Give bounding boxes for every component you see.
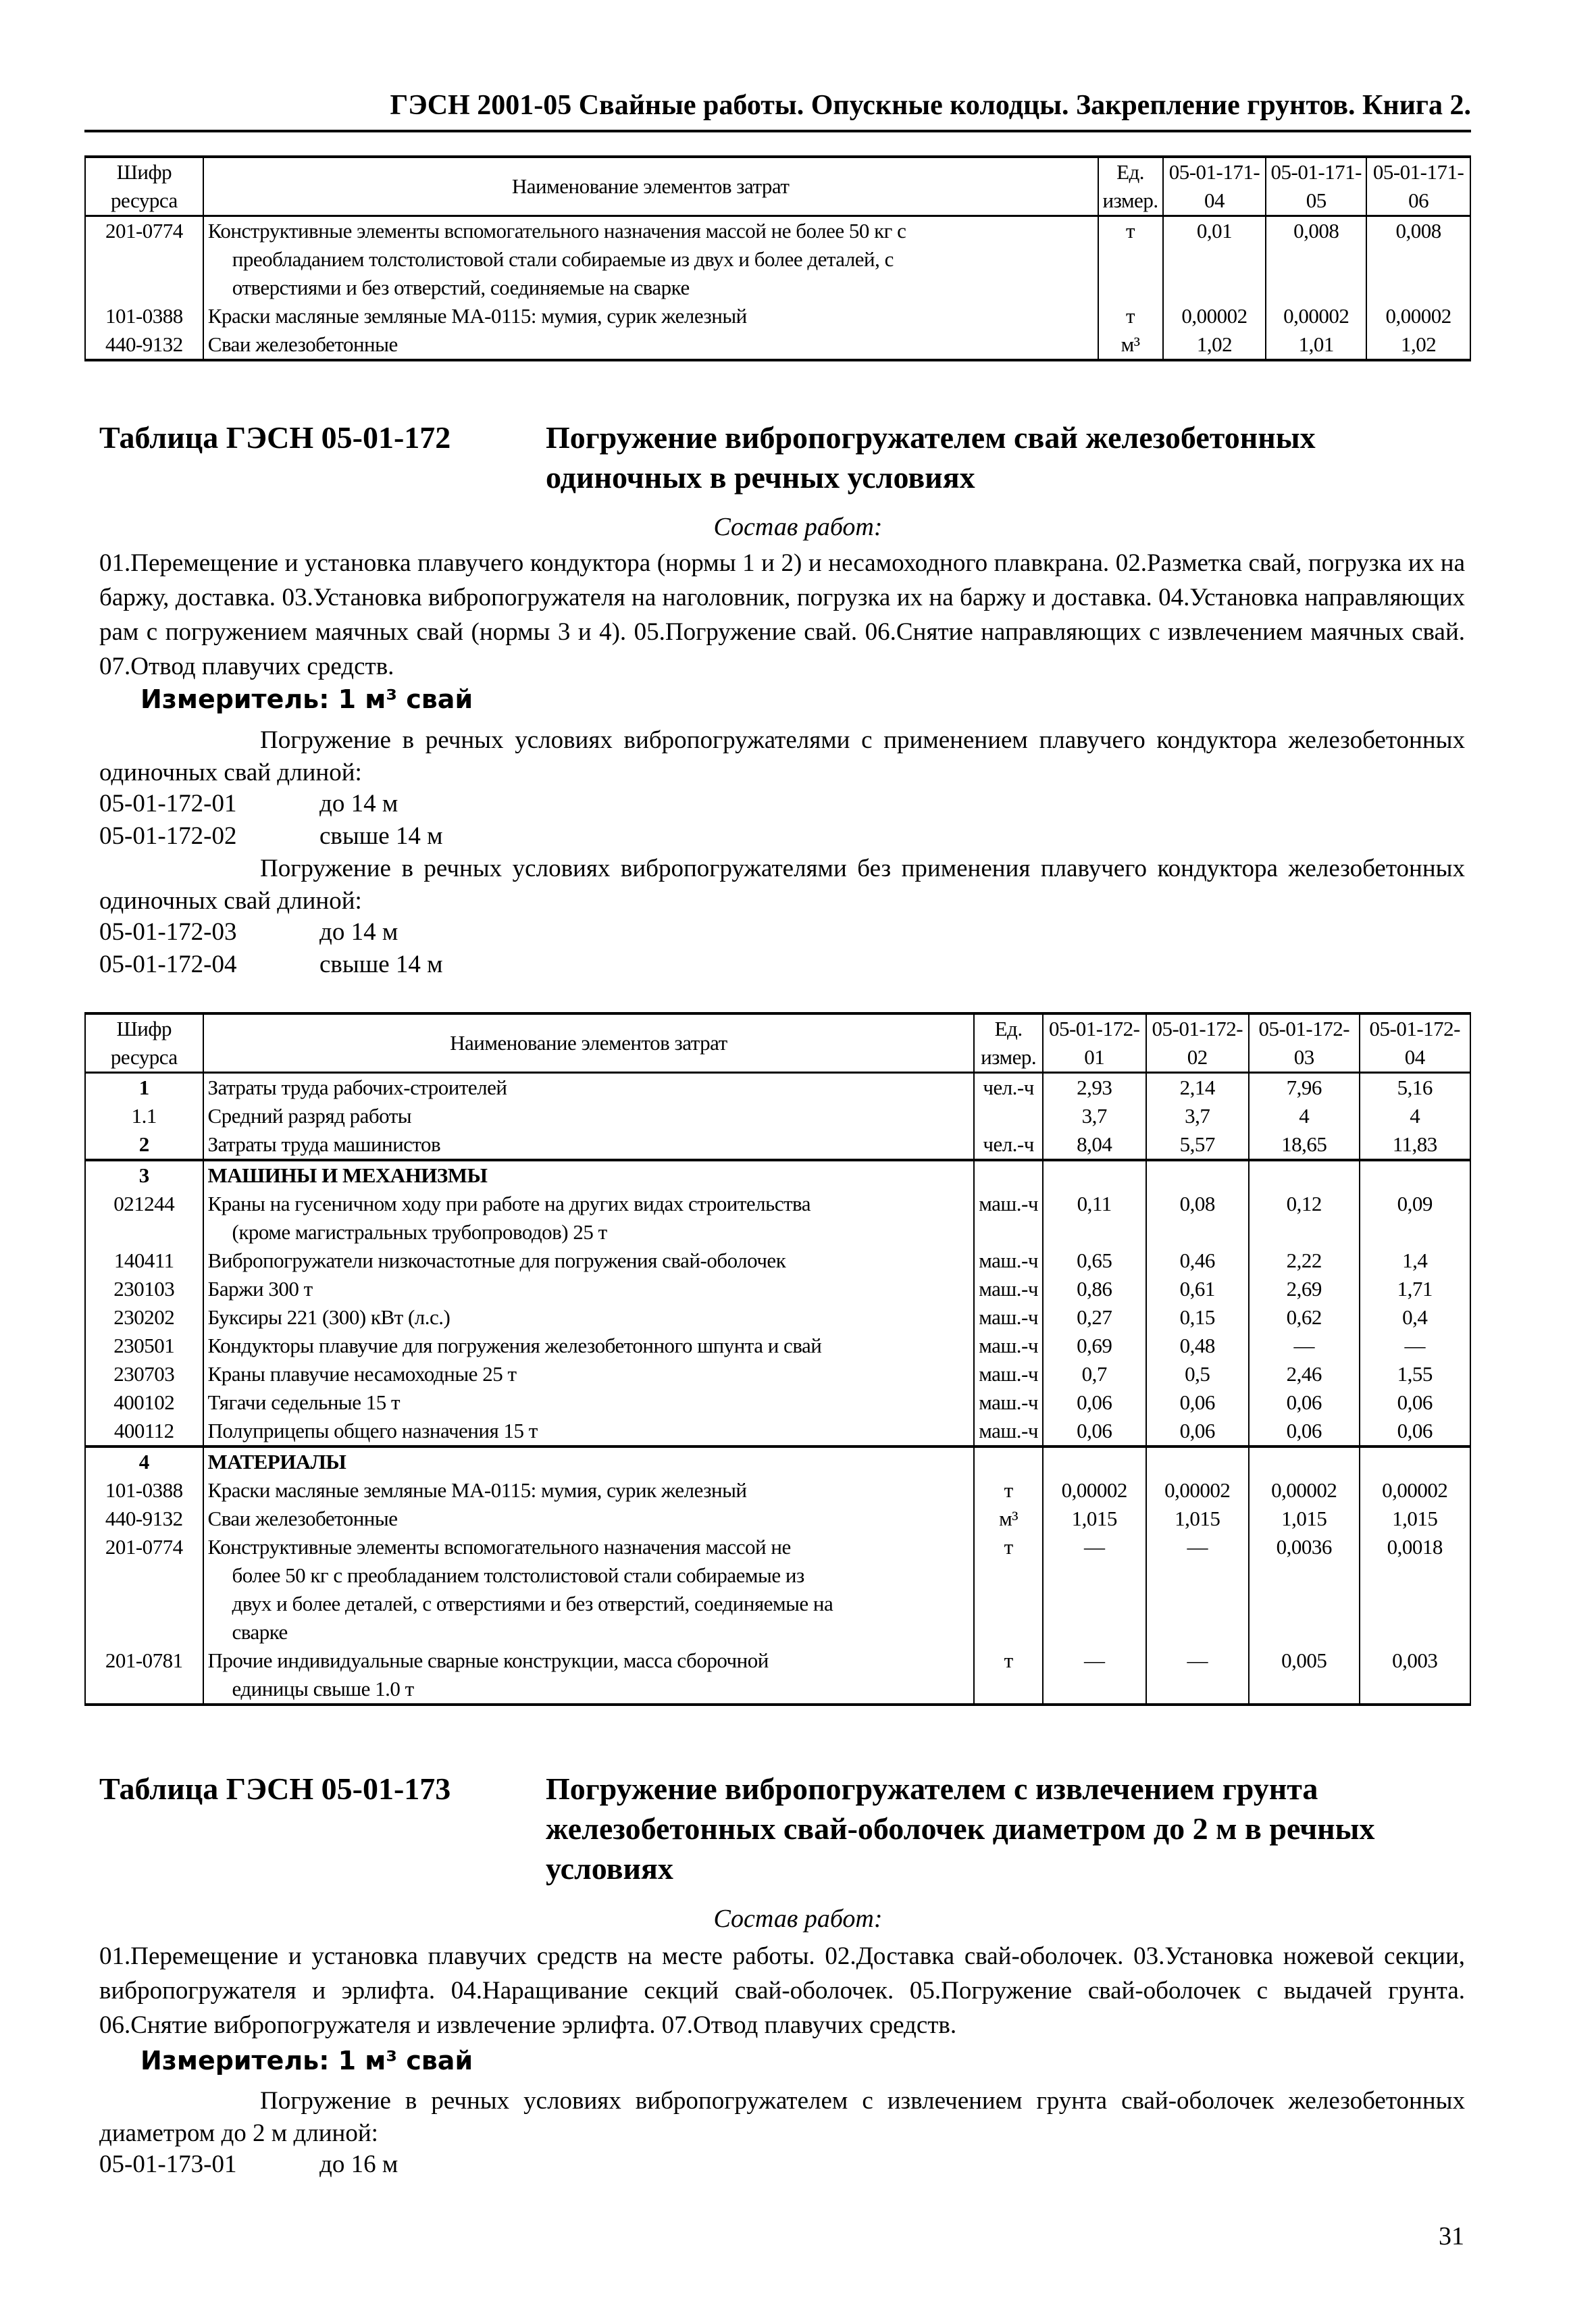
value-cell: 0,08	[1146, 1190, 1250, 1247]
value-cell: 18,65	[1249, 1130, 1359, 1160]
unit: маш.-ч	[974, 1190, 1043, 1247]
resource-code: 201-0781	[85, 1646, 203, 1705]
name-line: Сваи железобетонные	[207, 1507, 398, 1530]
resource-name	[203, 1505, 975, 1533]
description-172-a: Погружение в речных условиях вибропогружателями с применением плавучего кондуктора железобетонных одиночных свай длиной:	[99, 726, 1465, 786]
resource-code: 1	[85, 1073, 203, 1103]
resource-name	[203, 216, 1098, 303]
name-line: Конструктивные элементы вспомогательного назначения массой не	[207, 1535, 791, 1559]
resource-code: 140411	[85, 1247, 203, 1275]
norm-code-line	[99, 916, 398, 949]
norm-text: до 14 м	[319, 918, 398, 946]
unit	[974, 1102, 1043, 1130]
resource-name	[203, 330, 1098, 360]
norm-code: 05-01-172-02	[99, 822, 237, 850]
resource-name	[203, 1160, 975, 1190]
value-cell: 3,7	[1043, 1102, 1146, 1130]
name-line: Конструктивные элементы вспомогательного назначения массой не более 50 кг с	[207, 219, 906, 243]
name-line: Краски масляные земляные МА-0115: мумия, сурик железный	[207, 1478, 747, 1502]
value-cell: 11,83	[1360, 1130, 1470, 1160]
measure-173: Измеритель: 1 м³ свай	[140, 2046, 473, 2076]
name-line: Кондукторы плавучие для погружения железобетонного шпунта и свай	[207, 1334, 822, 1357]
name-line: Средний разряд работы	[207, 1104, 412, 1128]
norm-code: 05-01-172-03	[99, 918, 237, 946]
value-cell: 4	[1360, 1102, 1470, 1130]
value-cell: 0,00002	[1249, 1476, 1359, 1505]
value-cell: 0,06	[1360, 1417, 1470, 1447]
value-cell: 0,0018	[1360, 1533, 1470, 1646]
name-line: Затраты труда машинистов	[207, 1132, 441, 1156]
table-row	[85, 1303, 1470, 1332]
value-cell: 1,55	[1360, 1360, 1470, 1388]
norm-code-line	[99, 949, 443, 981]
resource-code: 4	[85, 1447, 203, 1476]
page-number: 31	[1439, 2222, 1464, 2250]
value-cell: 1,4	[1360, 1247, 1470, 1275]
unit: т	[974, 1646, 1043, 1705]
resource-name	[203, 1130, 975, 1160]
name-line: Краны плавучие несамоходные 25 т	[207, 1362, 517, 1386]
header-divider	[84, 130, 1471, 132]
value-cell: 0,69	[1043, 1332, 1146, 1360]
resource-name	[203, 1360, 975, 1388]
table-row	[85, 1102, 1470, 1130]
norm-code-line	[99, 2148, 398, 2181]
resource-name	[203, 1476, 975, 1505]
resource-code: 230501	[85, 1332, 203, 1360]
norm-code-line	[99, 788, 398, 820]
unit: м³	[1098, 330, 1163, 360]
value-cell: 7,96	[1249, 1073, 1359, 1103]
name-line: Буксиры 221 (300) кВт (л.с.)	[207, 1305, 451, 1329]
table-row	[85, 1447, 1470, 1476]
name-line: Прочие индивидуальные сварные конструкции, масса сборочной	[207, 1649, 769, 1672]
resource-code: 440-9132	[85, 330, 203, 360]
value-cell: 2,22	[1249, 1247, 1359, 1275]
unit: маш.-ч	[974, 1247, 1043, 1275]
value-cell: 1,015	[1360, 1505, 1470, 1533]
resource-table-172	[84, 1012, 1471, 1706]
unit: маш.-ч	[974, 1388, 1043, 1417]
value-cell: 0,46	[1146, 1247, 1250, 1275]
table-row	[85, 1388, 1470, 1417]
resource-code: 1.1	[85, 1102, 203, 1130]
name-line: (кроме магистральных трубопроводов) 25 т	[232, 1220, 607, 1244]
name-line: единицы свыше 1.0 т	[232, 1677, 414, 1701]
value-cell: 0,00002	[1360, 1476, 1470, 1505]
value-cell: —	[1360, 1332, 1470, 1360]
name-line: Тягачи седельные 15 т	[207, 1390, 401, 1414]
resource-code: 101-0388	[85, 302, 203, 330]
resource-name	[203, 1388, 975, 1417]
table-row	[85, 1130, 1470, 1160]
unit: т	[1098, 302, 1163, 330]
resource-code: 201-0774	[85, 216, 203, 303]
table-row	[85, 1275, 1470, 1303]
resource-code: 230202	[85, 1303, 203, 1332]
name-line: преобладанием толстолистовой стали собираемые из двух и более деталей, с	[232, 247, 894, 271]
table-row	[85, 1476, 1470, 1505]
table-label-172: Таблица ГЭСН 05-01-172	[99, 420, 451, 455]
resource-name	[203, 1190, 975, 1247]
resource-code: 201-0774	[85, 1533, 203, 1646]
table-row	[85, 1533, 1470, 1646]
name-line: отверстиями и без отверстий, соединяемые на сварке	[232, 276, 690, 299]
value-cell	[1360, 1160, 1470, 1190]
table-row	[85, 1160, 1470, 1190]
name-line: Вибропогружатели низкочастотные для погружения свай-оболочек	[207, 1249, 786, 1272]
value-cell: 0,06	[1043, 1388, 1146, 1417]
value-cell: 0,008	[1366, 216, 1470, 303]
resource-name	[203, 1533, 975, 1646]
resource-name	[203, 1332, 975, 1360]
unit: маш.-ч	[974, 1360, 1043, 1388]
value-cell: 1,71	[1360, 1275, 1470, 1303]
norm-code: 05-01-173-01	[99, 2150, 237, 2178]
value-cell	[1249, 1447, 1359, 1476]
unit: маш.-ч	[974, 1417, 1043, 1447]
unit	[974, 1447, 1043, 1476]
resource-code: 400102	[85, 1388, 203, 1417]
resource-name	[203, 1073, 975, 1103]
unit: м³	[974, 1505, 1043, 1533]
norm-code: 05-01-172-04	[99, 951, 237, 978]
value-cell	[1043, 1160, 1146, 1190]
value-cell: 0,005	[1249, 1646, 1359, 1705]
value-cell: 0,7	[1043, 1360, 1146, 1388]
value-cell: 0,09	[1360, 1190, 1470, 1247]
value-cell: 0,00002	[1266, 302, 1366, 330]
value-cell: 0,27	[1043, 1303, 1146, 1332]
value-cell	[1043, 1447, 1146, 1476]
value-cell: 0,00002	[1043, 1476, 1146, 1505]
resource-name	[203, 302, 1098, 330]
resource-name	[203, 1417, 975, 1447]
value-cell: 3,7	[1146, 1102, 1250, 1130]
value-cell: —	[1146, 1646, 1250, 1705]
value-cell: 0,86	[1043, 1275, 1146, 1303]
column-header: Шифр ресурса	[85, 1013, 203, 1073]
resource-code: 2	[85, 1130, 203, 1160]
unit: т	[974, 1476, 1043, 1505]
resource-name	[203, 1447, 975, 1476]
resource-name	[203, 1102, 975, 1130]
value-cell: 2,93	[1043, 1073, 1146, 1103]
unit: маш.-ч	[974, 1332, 1043, 1360]
value-cell: 5,57	[1146, 1130, 1250, 1160]
table-label-173: Таблица ГЭСН 05-01-173	[99, 1771, 451, 1806]
value-cell	[1146, 1447, 1250, 1476]
resource-name	[203, 1275, 975, 1303]
value-cell	[1249, 1160, 1359, 1190]
value-cell: 0,06	[1249, 1417, 1359, 1447]
column-header: Наименование элементов затрат	[203, 1013, 975, 1073]
norm-text: до 14 м	[319, 790, 398, 818]
value-cell: —	[1043, 1646, 1146, 1705]
table-title-172: Погружение вибропогружателем свай железобетонных одиночных в речных условиях	[546, 420, 1316, 495]
value-cell: —	[1249, 1332, 1359, 1360]
table-row	[85, 216, 1470, 303]
value-cell: 0,06	[1146, 1388, 1250, 1417]
table-row	[85, 1247, 1470, 1275]
running-header: ГЭСН 2001-05 Свайные работы. Опускные колодцы. Закрепление грунтов. Книга 2.	[390, 90, 1471, 121]
value-cell: 1,015	[1043, 1505, 1146, 1533]
value-cell: —	[1043, 1533, 1146, 1646]
value-cell: 0,65	[1043, 1247, 1146, 1275]
work-composition-173: 01.Перемещение и установка плавучих средств на месте работы. 02.Доставка свай-оболочек. 03.Установка ножевой секции, вибропогружателя и эрлифта. 04.Наращивание секций свай-оболочек. 05.Погружение свай-оболочек с выдачей грунта. 06.Снятие вибропогружателя и извлечение эрлифта. 07.Отвод плавучих средств.	[99, 1942, 1465, 2039]
column-header: Наименование элементов затрат	[203, 157, 1098, 216]
unit: т	[974, 1533, 1043, 1646]
table-row	[85, 1190, 1470, 1247]
value-cell: 0,0036	[1249, 1533, 1359, 1646]
unit: чел.-ч	[974, 1073, 1043, 1103]
unit: чел.-ч	[974, 1130, 1043, 1160]
table-row	[85, 1505, 1470, 1533]
resource-code: 400112	[85, 1417, 203, 1447]
value-cell: 0,06	[1360, 1388, 1470, 1417]
column-header: 05-01-171-06	[1366, 157, 1470, 216]
value-cell: 0,48	[1146, 1332, 1250, 1360]
column-header: Шифр ресурса	[85, 157, 203, 216]
column-header: 05-01-172-03	[1249, 1013, 1359, 1073]
resource-code: 3	[85, 1160, 203, 1190]
resource-table-171	[84, 155, 1471, 361]
value-cell: 8,04	[1043, 1130, 1146, 1160]
column-header: 05-01-172-01	[1043, 1013, 1146, 1073]
value-cell: 0,008	[1266, 216, 1366, 303]
norm-text: до 16 м	[319, 2150, 398, 2178]
column-header: 05-01-172-04	[1360, 1013, 1470, 1073]
name-line: Полуприцепы общего назначения 15 т	[207, 1419, 538, 1442]
value-cell: —	[1146, 1533, 1250, 1646]
value-cell: 2,69	[1249, 1275, 1359, 1303]
description-172-b: Погружение в речных условиях вибропогружателями без применения плавучего кондуктора железобетонных одиночных свай длиной:	[99, 855, 1465, 915]
name-line: двух и более деталей, с отверстиями и без отверстий, соединяемые на	[232, 1592, 833, 1615]
name-line: Краски масляные земляные МА-0115: мумия, сурик железный	[207, 304, 747, 328]
resource-code: 230103	[85, 1275, 203, 1303]
value-cell: 2,46	[1249, 1360, 1359, 1388]
description-173: Погружение в речных условиях вибропогружателем с извлечением грунта свай-оболочек железобетонных диаметром до 2 м длиной:	[99, 2087, 1465, 2147]
name-line: Баржи 300 т	[207, 1277, 313, 1301]
value-cell	[1146, 1160, 1250, 1190]
name-line: Затраты труда рабочих-строителей	[207, 1076, 507, 1099]
value-cell: 1,02	[1366, 330, 1470, 360]
table-row	[85, 1417, 1470, 1447]
measure-172: Измеритель: 1 м³ свай	[140, 684, 473, 714]
value-cell: 1,015	[1146, 1505, 1250, 1533]
name-line: сварке	[232, 1620, 288, 1644]
resource-name	[203, 1303, 975, 1332]
table-row	[85, 1646, 1470, 1705]
table-title-173: Погружение вибропогружателем с извлечением грунта железобетонных свай-оболочек диаметром до 2 м в речных условиях	[546, 1771, 1375, 1886]
unit: т	[1098, 216, 1163, 303]
work-composition-172: 01.Перемещение и установка плавучего кондуктора (нормы 1 и 2) и несамоходного плавкрана. 02.Разметка свай, погрузка их на баржу, доставка. 03.Установка вибропогружателя на наголовник, погрузка их на баржу и доставка. 04.Установка направляющих рам с погружением маячных свай (нормы 3 и 4). 05.Погружение свай. 06.Снятие направляющих с извлечением маячных свай. 07.Отвод плавучих средств.	[99, 549, 1465, 680]
work-composition-label-173: Состав работ:	[713, 1905, 883, 1933]
name-line: МАШИНЫ И МЕХАНИЗМЫ	[207, 1163, 488, 1187]
norm-text: свыше 14 м	[319, 951, 443, 978]
value-cell: 5,16	[1360, 1073, 1470, 1103]
value-cell: 1,015	[1249, 1505, 1359, 1533]
column-header: 05-01-172-02	[1146, 1013, 1250, 1073]
column-header: 05-01-171-04	[1163, 157, 1266, 216]
resource-name	[203, 1247, 975, 1275]
work-composition-label-172: Состав работ:	[713, 513, 883, 541]
value-cell: 0,15	[1146, 1303, 1250, 1332]
resource-code: 230703	[85, 1360, 203, 1388]
name-line: более 50 кг с преобладанием толстолистовой стали собираемые из	[232, 1563, 804, 1587]
value-cell: 0,06	[1249, 1388, 1359, 1417]
value-cell: 0,61	[1146, 1275, 1250, 1303]
column-header: 05-01-171-05	[1266, 157, 1366, 216]
table-row	[85, 330, 1470, 360]
resource-name	[203, 1646, 975, 1705]
value-cell: 0,11	[1043, 1190, 1146, 1247]
name-line: Сваи железобетонные	[207, 332, 398, 356]
value-cell: 0,01	[1163, 216, 1266, 303]
value-cell: 1,01	[1266, 330, 1366, 360]
table-row	[85, 302, 1470, 330]
value-cell: 0,00002	[1163, 302, 1266, 330]
unit: маш.-ч	[974, 1303, 1043, 1332]
norm-code-line	[99, 820, 443, 853]
norm-code: 05-01-172-01	[99, 790, 237, 818]
column-header: Ед. измер.	[974, 1013, 1043, 1073]
value-cell: 0,12	[1249, 1190, 1359, 1247]
value-cell: 0,00002	[1366, 302, 1470, 330]
table-row	[85, 1332, 1470, 1360]
value-cell: 0,06	[1043, 1417, 1146, 1447]
value-cell: 0,003	[1360, 1646, 1470, 1705]
value-cell: 1,02	[1163, 330, 1266, 360]
value-cell: 2,14	[1146, 1073, 1250, 1103]
name-line: Краны на гусеничном ходу при работе на других видах строительства	[207, 1192, 811, 1215]
norm-text: свыше 14 м	[319, 822, 443, 850]
column-header: Ед. измер.	[1098, 157, 1163, 216]
value-cell: 0,4	[1360, 1303, 1470, 1332]
name-line: МАТЕРИАЛЫ	[207, 1450, 346, 1474]
value-cell	[1360, 1447, 1470, 1476]
table-row	[85, 1360, 1470, 1388]
value-cell: 0,06	[1146, 1417, 1250, 1447]
unit	[974, 1160, 1043, 1190]
unit: маш.-ч	[974, 1275, 1043, 1303]
value-cell: 0,00002	[1146, 1476, 1250, 1505]
value-cell: 0,62	[1249, 1303, 1359, 1332]
table-row	[85, 1073, 1470, 1103]
resource-code: 101-0388	[85, 1476, 203, 1505]
value-cell: 0,5	[1146, 1360, 1250, 1388]
value-cell: 4	[1249, 1102, 1359, 1130]
resource-code: 440-9132	[85, 1505, 203, 1533]
resource-code: 021244	[85, 1190, 203, 1247]
